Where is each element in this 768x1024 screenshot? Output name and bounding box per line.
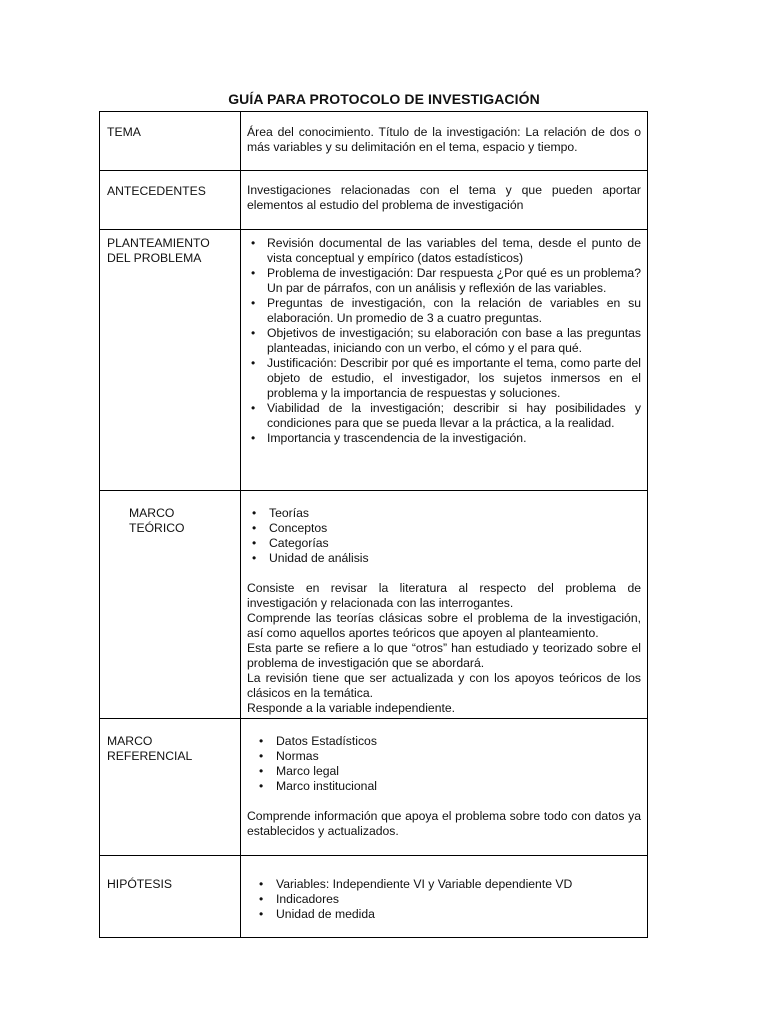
row-label-cell: [100, 230, 241, 491]
row-label-line: PLANTEAMIENTO: [107, 236, 210, 250]
list-item: • Teorías: [247, 506, 641, 521]
row-label-line: MARCO: [129, 506, 175, 520]
table-row-hipotesis: [100, 856, 648, 938]
list-item: • Variables: Independiente VI y Variable dependiente VD: [247, 877, 641, 892]
list-item: • Preguntas de investigación, con la relación de variables en su elaboración. Un promedio de 3 a cuatro preguntas.: [247, 296, 641, 326]
list-item: • Normas: [247, 749, 641, 764]
row-label: [100, 230, 240, 266]
bullet-list: [247, 877, 641, 922]
protocol-table: [99, 111, 648, 938]
row-label-line: MARCO: [107, 734, 153, 748]
row-label: HIPÓTESIS: [107, 877, 173, 891]
bullet-list: [247, 734, 641, 794]
row-label: TEMA: [107, 125, 141, 139]
list-item: • Problema de investigación: Dar respuesta ¿Por qué es un problema? Un par de párrafos, con un análisis y reflexión de las variables.: [247, 266, 641, 296]
row-content-cell: [241, 230, 648, 491]
row-label-cell: [100, 491, 241, 719]
row-label: ANTECEDENTES: [107, 184, 206, 198]
list-item: • Justificación: Describir por qué es importante el tema, como parte del objeto de estudio, el investigador, los sujetos inmersos en el problema y la importancia de respuestas y soluciones.: [247, 356, 641, 401]
row-text: Área del conocimiento. Título de la investigación: La relación de dos o más variables y su delimitación en el tema, espacio y tiempo.: [247, 125, 641, 154]
paragraph: Comprende las teorías clásicas sobre el problema de la investigación, así como aquellos aportes teóricos que apoyen al planteamiento.: [247, 611, 641, 640]
row-text: Investigaciones relacionadas con el tema y que pueden aportar elementos al estudio del problema de investigación: [247, 183, 641, 212]
list-item: • Revisión documental de las variables del tema, desde el punto de vista conceptual y empírico (datos estadísticos): [247, 236, 641, 266]
list-item: • Marco legal: [247, 764, 641, 779]
paragraph: Comprende información que apoya el problema sobre todo con datos ya establecidos y actualizados.: [247, 809, 641, 838]
list-item: • Marco institucional: [247, 779, 641, 794]
row-label-line: REFERENCIAL: [107, 749, 193, 763]
row-content-cell: [241, 856, 648, 938]
list-item: • Viabilidad de la investigación; describir si hay posibilidades y condiciones para que se pueda llevar a la práctica, a la realidad.: [247, 401, 641, 431]
row-content-cell: [241, 171, 648, 230]
list-item: • Importancia y trascendencia de la investigación.: [247, 431, 641, 446]
paragraph: Consiste en revisar la literatura al respecto del problema de investigación y relacionada con las interrogantes.: [247, 581, 641, 610]
list-item: • Objetivos de investigación; su elaboración con base a las preguntas planteadas, iniciando con un verbo, el cómo y el para qué.: [247, 326, 641, 356]
list-item: • Unidad de medida: [247, 907, 641, 922]
row-label-cell: [100, 856, 241, 938]
bullet-list: [247, 236, 641, 446]
paragraph: Esta parte se refiere a lo que “otros” han estudiado y teorizado sobre el problema de investigación que se abordará.: [247, 641, 641, 670]
list-item: • Unidad de análisis: [247, 551, 641, 566]
list-item: • Categorías: [247, 536, 641, 551]
row-label-line: TEÓRICO: [129, 521, 185, 535]
row-label: [100, 719, 240, 764]
paragraph: La revisión tiene que ser actualizada y con los apoyos teóricos de los clásicos en la temática.: [247, 671, 641, 700]
table-row-antecedentes: [100, 171, 648, 230]
bullet-list: [247, 506, 641, 566]
row-label-cell: [100, 719, 241, 856]
row-label-cell: [100, 171, 241, 230]
row-label-cell: [100, 112, 241, 171]
table-row-marco-referencial: [100, 719, 648, 856]
document-title: GUÍA PARA PROTOCOLO DE INVESTIGACIÓN: [228, 91, 540, 107]
row-content-cell: [241, 491, 648, 719]
table-row-marco-teorico: [100, 491, 648, 719]
row-label-line: DEL PROBLEMA: [107, 251, 202, 265]
paragraph: Responde a la variable independiente.: [247, 701, 456, 715]
row-content-cell: [241, 112, 648, 171]
list-item: • Datos Estadísticos: [247, 734, 641, 749]
row-label: [100, 491, 240, 536]
row-content-cell: [241, 719, 648, 856]
list-item: • Indicadores: [247, 892, 641, 907]
table-row-planteamiento: [100, 230, 648, 491]
table-row-tema: [100, 112, 648, 171]
list-item: • Conceptos: [247, 521, 641, 536]
